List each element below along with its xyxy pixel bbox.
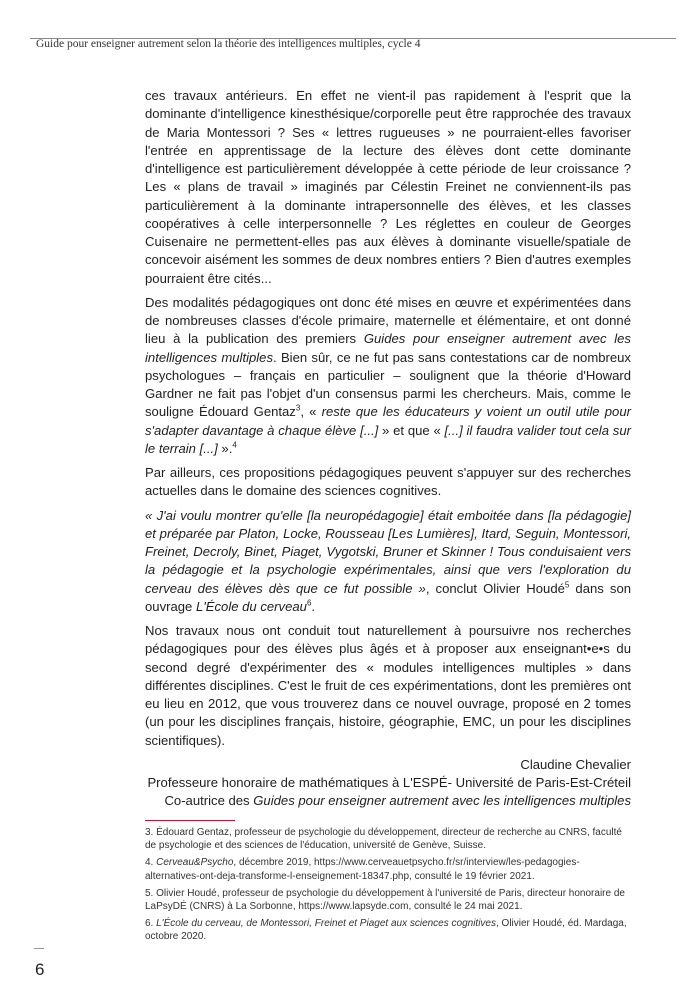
paragraph-5: Nos travaux nous ont conduit tout naturellement à poursuivre nos recherches pédagogiques pour des élèves plus âgés et à proposer aux enseignant•e•s du second degré d'expérimenter des « modules intelligences multiples » dans différentes disciplines. C'est le fruit de ces expérimentations, dont les premières ont eu lieu en 2012, que vous trouverez dans ce nouvel ouvrage, proposé en 2 tomes (un pour les disciplines français, histoire, géographie, EMC, un pour les disciplines scientifiques).: [145, 623, 631, 748]
paragraph-3: Par ailleurs, ces propositions pédagogiques peuvent s'appuyer sur des recherches actuelles dans le domaine des sciences cognitives.: [145, 465, 631, 499]
p2-text-e: ».: [217, 440, 233, 456]
footnote-4-text: , décembre 2019, https://www.cerveauetpsycho.fr/sr/interview/les-pedagogies-alternatives-ont-deja-transforme-l-enseignement-18347.php, consulté le 19 février 2021.: [145, 857, 580, 882]
p4-text-a: , conclut Olivier Houdé: [425, 580, 565, 596]
p2-text-a: Des modalités pédagogiques ont donc été mises en œuvre et expérimentées dans de nombreuses classes d'école primaire, maternelle et élémentaire, et ont donné lieu à la publication des premiers: [145, 294, 631, 347]
footnote-ref-4: 4: [232, 440, 237, 450]
footnote-6-number: 6.: [145, 918, 157, 930]
p2-quote-2: [...] il faudra valider tout cela sur le terrain [...]: [145, 422, 631, 456]
p2-book-title: Guides pour enseigner autrement avec les intelligences multiples: [145, 331, 631, 365]
coauthor-book-title: Guides pour enseigner autrement avec les intelligences multiples: [253, 793, 631, 809]
running-head: Guide pour enseigner autrement selon la théorie des intelligences multiples, cycle 4: [36, 38, 421, 50]
signature-coauthor: [145, 792, 631, 810]
footnote-4: [145, 856, 631, 882]
footnote-6-title: L'École du cerveau, de Montessori, Freinet et Piaget aux sciences cognitives: [156, 918, 496, 930]
p4-quote: « J'ai voulu montrer qu'elle [la neuropédagogie] était emboitée dans [la pédagogie] et préparée par Platon, Locke, Rousseau [Les Lumières], Itard, Seguin, Montessori, Freinet, Decroly, Binet, Piaget, Vygotski, Bruner et Skinner ! Tous conduisaient vers la pédagogie et la psychologie expérimentales, ainsi que vers l'exploration du cerveau des élèves dès que ce fut possible »: [145, 507, 631, 596]
footnote-ref-3: 3: [295, 403, 301, 413]
p2-text-b: . Bien sûr, ce ne fut pas sans contestations car de nombreux psychologues – français en particulier – soulignent que la théorie d'Howard Gardner ne fait pas l'objet d'un consensus parmi les chercheurs. Mais, comme le souligne Édouard Gentaz: [145, 349, 631, 420]
signature-name: Claudine Chevalier: [520, 756, 631, 772]
footnote-5: 5. Olivier Houdé, professeur de psychologie du développement à l'université de Paris, directeur honoraire de LaPsyDÉ (CNRS) à La Sorbonne, https://www.lapsyde.com, consulté le 24 mai 2021.: [145, 887, 625, 913]
footnote-4-title: Cerveau&Psycho: [156, 857, 234, 869]
p4-text-c: .: [311, 598, 316, 614]
footnote-6-text: , Olivier Houdé, éd. Mardaga, octobre 2020.: [145, 918, 627, 943]
p2-quote-1: reste que les éducateurs y voient un outil utile pour s'adapter davantage à chaque élève [...]: [145, 404, 631, 438]
footnote-rule: [145, 820, 235, 821]
footnote-6: [145, 917, 631, 943]
p2-text-d: » et que «: [378, 422, 445, 438]
footnote-ref-5: 5: [564, 580, 570, 590]
paragraph-1: ces travaux antérieurs. En effet ne vient-il pas rapidement à l'esprit que la dominante d'intelligence kinesthésique/corporelle peut être rapprochée des travaux de Maria Montessori ? Ses « lettres rugueuses » ne pourraient-elles favoriser l'entrée en apprentissage de la lecture des élèves dont cette dominante d'intelligence est particulièrement développée à cette période de leur croissance ? Les « plans de travail » imaginés par Célestin Freinet ne conviennent-ils pas particulièrement à la dominante intrapersonnelle des élèves, et les classes coopératives à celle interpersonnelle ? Les réglettes en couleur de Georges Cuisenaire ne permettent-elles pas aux élèves à dominante visuelle/spatiale de concevoir aisément les sommes de deux nombres entiers ? Bien d'autres exemples pourraient être cités...: [145, 88, 631, 286]
footnotes: [145, 826, 631, 948]
footnote-4-number: 4.: [145, 857, 157, 869]
footnote-3: 3. Édouard Gentaz, professeur de psychologie du développement, directeur de recherche au CNRS, faculté de psychologie et des sciences de l'éducation, université de Genève, Suisse.: [145, 827, 622, 852]
p2-text-c: , «: [300, 404, 322, 420]
paragraph-2: [145, 294, 631, 458]
page-number: 6: [35, 960, 45, 979]
signature-role: Professeure honoraire de mathématiques à L'ESPÉ- Université de Paris-Est-Créteil: [147, 775, 631, 790]
main-text: [145, 87, 631, 811]
p4-text-b: dans son ouvrage: [145, 580, 632, 614]
footnote-ref-6: 6: [306, 598, 312, 608]
coauthor-text: Co-autrice des: [164, 793, 254, 809]
p4-book-title: L'École du cerveau: [195, 598, 307, 614]
paragraph-4: [145, 507, 631, 617]
folio-rule: [34, 948, 44, 949]
